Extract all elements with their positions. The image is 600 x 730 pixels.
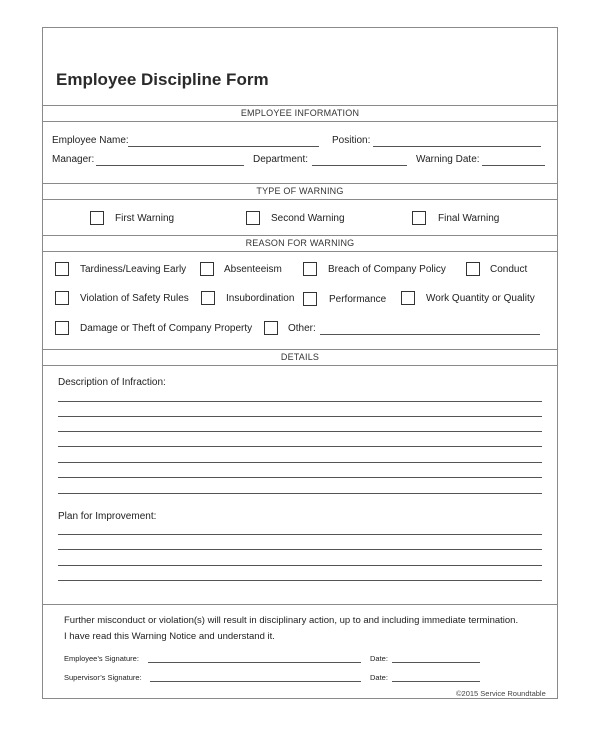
second-warning-checkbox[interactable]: [246, 211, 260, 225]
position-field[interactable]: [373, 146, 541, 147]
plan-line[interactable]: [58, 534, 542, 535]
plan-line[interactable]: [58, 565, 542, 566]
section-header-details: DETAILS: [42, 349, 558, 366]
insubordination-label: Insubordination: [226, 293, 295, 304]
second-warning-label: Second Warning: [271, 213, 345, 224]
supervisor-date-field[interactable]: [392, 681, 480, 682]
other-checkbox[interactable]: [264, 321, 278, 335]
section-header-reason-for-warning: REASON FOR WARNING: [42, 235, 558, 252]
damage-theft-label: Damage or Theft of Company Property: [80, 323, 253, 334]
breach-policy-checkbox[interactable]: [303, 262, 317, 276]
other-field[interactable]: [320, 334, 540, 335]
description-line[interactable]: [58, 477, 542, 478]
warning-date-field[interactable]: [482, 165, 545, 166]
supervisor-signature-label: Supervisor’s Signature:: [64, 673, 142, 682]
final-warning-label: Final Warning: [438, 213, 500, 224]
first-warning-label: First Warning: [115, 213, 175, 224]
tardiness-checkbox[interactable]: [55, 262, 69, 276]
description-line[interactable]: [58, 401, 542, 402]
manager-field[interactable]: [96, 165, 244, 166]
warning-date-label: Warning Date:: [416, 154, 480, 165]
description-line[interactable]: [58, 462, 542, 463]
performance-checkbox[interactable]: [303, 292, 317, 306]
performance-label: Performance: [329, 294, 387, 305]
work-quantity-checkbox[interactable]: [401, 291, 415, 305]
employee-signature-label: Employee’s Signature:: [64, 654, 139, 663]
insubordination-checkbox[interactable]: [201, 291, 215, 305]
section-header-employee-information: EMPLOYEE INFORMATION: [42, 105, 558, 122]
breach-policy-label: Breach of Company Policy: [328, 264, 446, 275]
supervisor-date-label: Date:: [370, 673, 388, 682]
department-label: Department:: [253, 154, 309, 165]
employee-name-label: Employee Name:: [52, 135, 129, 146]
copyright: ©2015 Service Roundtable: [456, 689, 546, 698]
absenteeism-checkbox[interactable]: [200, 262, 214, 276]
description-line[interactable]: [58, 431, 542, 432]
manager-label: Manager:: [52, 154, 95, 165]
section-header-type-of-warning: TYPE OF WARNING: [42, 183, 558, 200]
conduct-label: Conduct: [490, 264, 528, 275]
notice-line-2: I have read this Warning Notice and understand it.: [64, 631, 275, 642]
employee-date-label: Date:: [370, 654, 388, 663]
notice-line-1: Further misconduct or violation(s) will result in disciplinary action, up to and including immediate termination.: [64, 615, 519, 626]
employee-signature-field[interactable]: [148, 662, 361, 663]
employee-date-field[interactable]: [392, 662, 480, 663]
form-title: Employee Discipline Form: [56, 70, 269, 89]
first-warning-checkbox[interactable]: [90, 211, 104, 225]
notice-divider: [42, 604, 558, 605]
damage-theft-checkbox[interactable]: [55, 321, 69, 335]
work-quantity-label: Work Quantity or Quality: [426, 293, 535, 304]
safety-rules-label: Violation of Safety Rules: [80, 293, 189, 304]
plan-label: Plan for Improvement:: [58, 511, 157, 522]
description-line[interactable]: [58, 416, 542, 417]
plan-line[interactable]: [58, 549, 542, 550]
department-field[interactable]: [312, 165, 407, 166]
safety-rules-checkbox[interactable]: [55, 291, 69, 305]
tardiness-label: Tardiness/Leaving Early: [80, 264, 187, 275]
employee-name-field[interactable]: [128, 146, 319, 147]
description-line[interactable]: [58, 446, 542, 447]
supervisor-signature-field[interactable]: [150, 681, 361, 682]
absenteeism-label: Absenteeism: [224, 264, 282, 275]
final-warning-checkbox[interactable]: [412, 211, 426, 225]
position-label: Position:: [332, 135, 371, 146]
plan-line[interactable]: [58, 580, 542, 581]
description-label: Description of Infraction:: [58, 377, 166, 388]
other-label: Other:: [288, 323, 316, 334]
conduct-checkbox[interactable]: [466, 262, 480, 276]
description-line[interactable]: [58, 493, 542, 494]
